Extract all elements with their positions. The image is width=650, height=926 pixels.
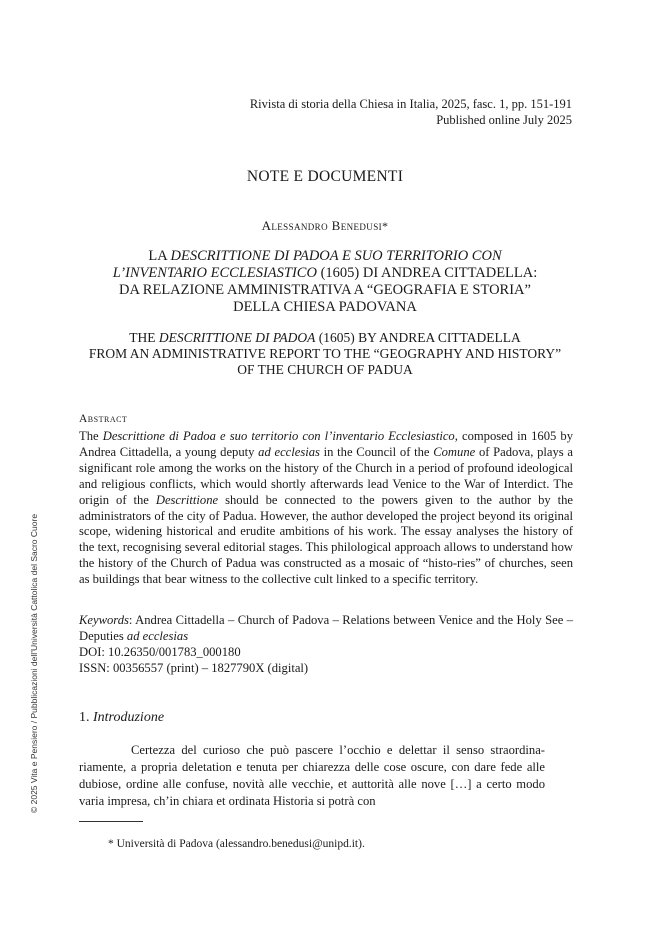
journal-header — [250, 96, 572, 128]
abstract-span: The — [79, 429, 103, 443]
title-it-text: DA RELAZIONE AMMINISTRATIVA A “GEOGRAFIA E STORIA” — [119, 282, 531, 298]
block-quote — [79, 742, 545, 810]
author-line — [0, 218, 650, 234]
abstract-text — [79, 429, 573, 588]
title-en-text: FROM AN ADMINISTRATIVE REPORT TO THE “GEOGRAPHY AND HISTORY” — [88, 346, 562, 361]
doi: DOI: 10.26350/001783_000180 — [79, 644, 241, 659]
title-en-text: THE — [129, 330, 159, 345]
footnote: * Università di Padova (alessandro.benedusi@unipd.it). — [108, 838, 365, 850]
abstract-span: of Padova, plays a significant role among the works on the history of the Church in a period of profound ideological and religious conflicts, which would shortly afterwards lead Venice to the War of Interdict. The origin of the — [79, 444, 574, 507]
title-it-text: LA — [148, 248, 171, 264]
keywords-italic: ad ecclesias — [126, 628, 189, 643]
title-en-text: OF THE CHURCH OF PADUA — [237, 362, 413, 377]
abstract-span: , composed in 1605 by Andrea Cittadella, a young deputy — [79, 429, 574, 459]
keywords-block — [79, 613, 573, 677]
quote-text: Certezza del curioso che può pascere l’occhio e delettar il senso straordina-riamente, a propria deletation e tenuta per chiarezza delle cose oscure, con dare fede alle dubiose, ordine alle confuse, novità alle vecchie, et auttorità alle nove […] a certo modo varia impresa, ch’in chiara et ordinata Historia si potrà con — [79, 743, 545, 808]
section-number: 1. — [79, 710, 93, 725]
author-name: Alessandro Benedusi — [261, 218, 382, 233]
issn: ISSN: 00356557 (print) – 1827790X (digital) — [79, 660, 309, 675]
section-label: NOTE E DOCUMENTI — [246, 168, 404, 185]
keywords-text: : Andrea Cittadella – Church of Padova – Relations between Venice and the Holy See – Deputies — [79, 613, 573, 643]
title-it-italic: L’INVENTARIO ECCLESIASTICO — [112, 265, 317, 281]
title-it-text: (1605) DI ANDREA CITTADELLA: — [316, 265, 538, 281]
footnote-divider — [79, 821, 143, 822]
abstract-italic: Descrittione di Padoa e suo territorio con l’inventario Ecclesiastico — [102, 429, 455, 443]
title-it-text: DELLA CHIESA PADOVANA — [233, 299, 417, 315]
title-en-text: (1605) BY ANDREA CITTADELLA — [315, 330, 521, 345]
copyright-side-note: © 2025 Vita e Pensiero / Pubblicazioni dell’Università Cattolica del Sacro Cuore — [29, 513, 39, 813]
keywords-label: Keywords — [79, 613, 129, 627]
journal-citation: Rivista di storia della Chiesa in Italia, 2025, fasc. 1, pp. 151-191 — [249, 97, 572, 111]
abstract-italic: ad ecclesias — [258, 444, 320, 459]
abstract-span: in the Council of the — [319, 444, 434, 459]
title-en-italic: DESCRITTIONE DI PADOA — [158, 330, 316, 345]
abstract-italic: Descrittione — [155, 492, 219, 507]
section-heading — [79, 710, 164, 726]
abstract-span: should be connected to the powers given to the author by the administrators of the city of Padua. However, the author developed the project beyond its original scope, widening historical and erudite ambitions of his work. The essay analyses the history of the text, recognising several editorial stages. This philological approach allows to understand how the history of the Church of Padua was constructed as a mosaic of “histo-ries” of churches, seen as buildings that bear witness to the collective cult linked to a specific territory. — [79, 492, 574, 587]
title-english — [50, 330, 600, 378]
publication-date: Published online July 2025 — [436, 113, 572, 127]
author-footnote-mark: * — [382, 219, 389, 233]
abstract-heading: Abstract — [79, 413, 128, 425]
abstract-italic: Comune — [433, 444, 476, 459]
title-italian — [60, 248, 590, 316]
title-it-italic: DESCRITTIONE DI PADOA E SUO TERRITORIO CON — [170, 248, 502, 264]
section-title: Introduzione — [93, 710, 165, 725]
